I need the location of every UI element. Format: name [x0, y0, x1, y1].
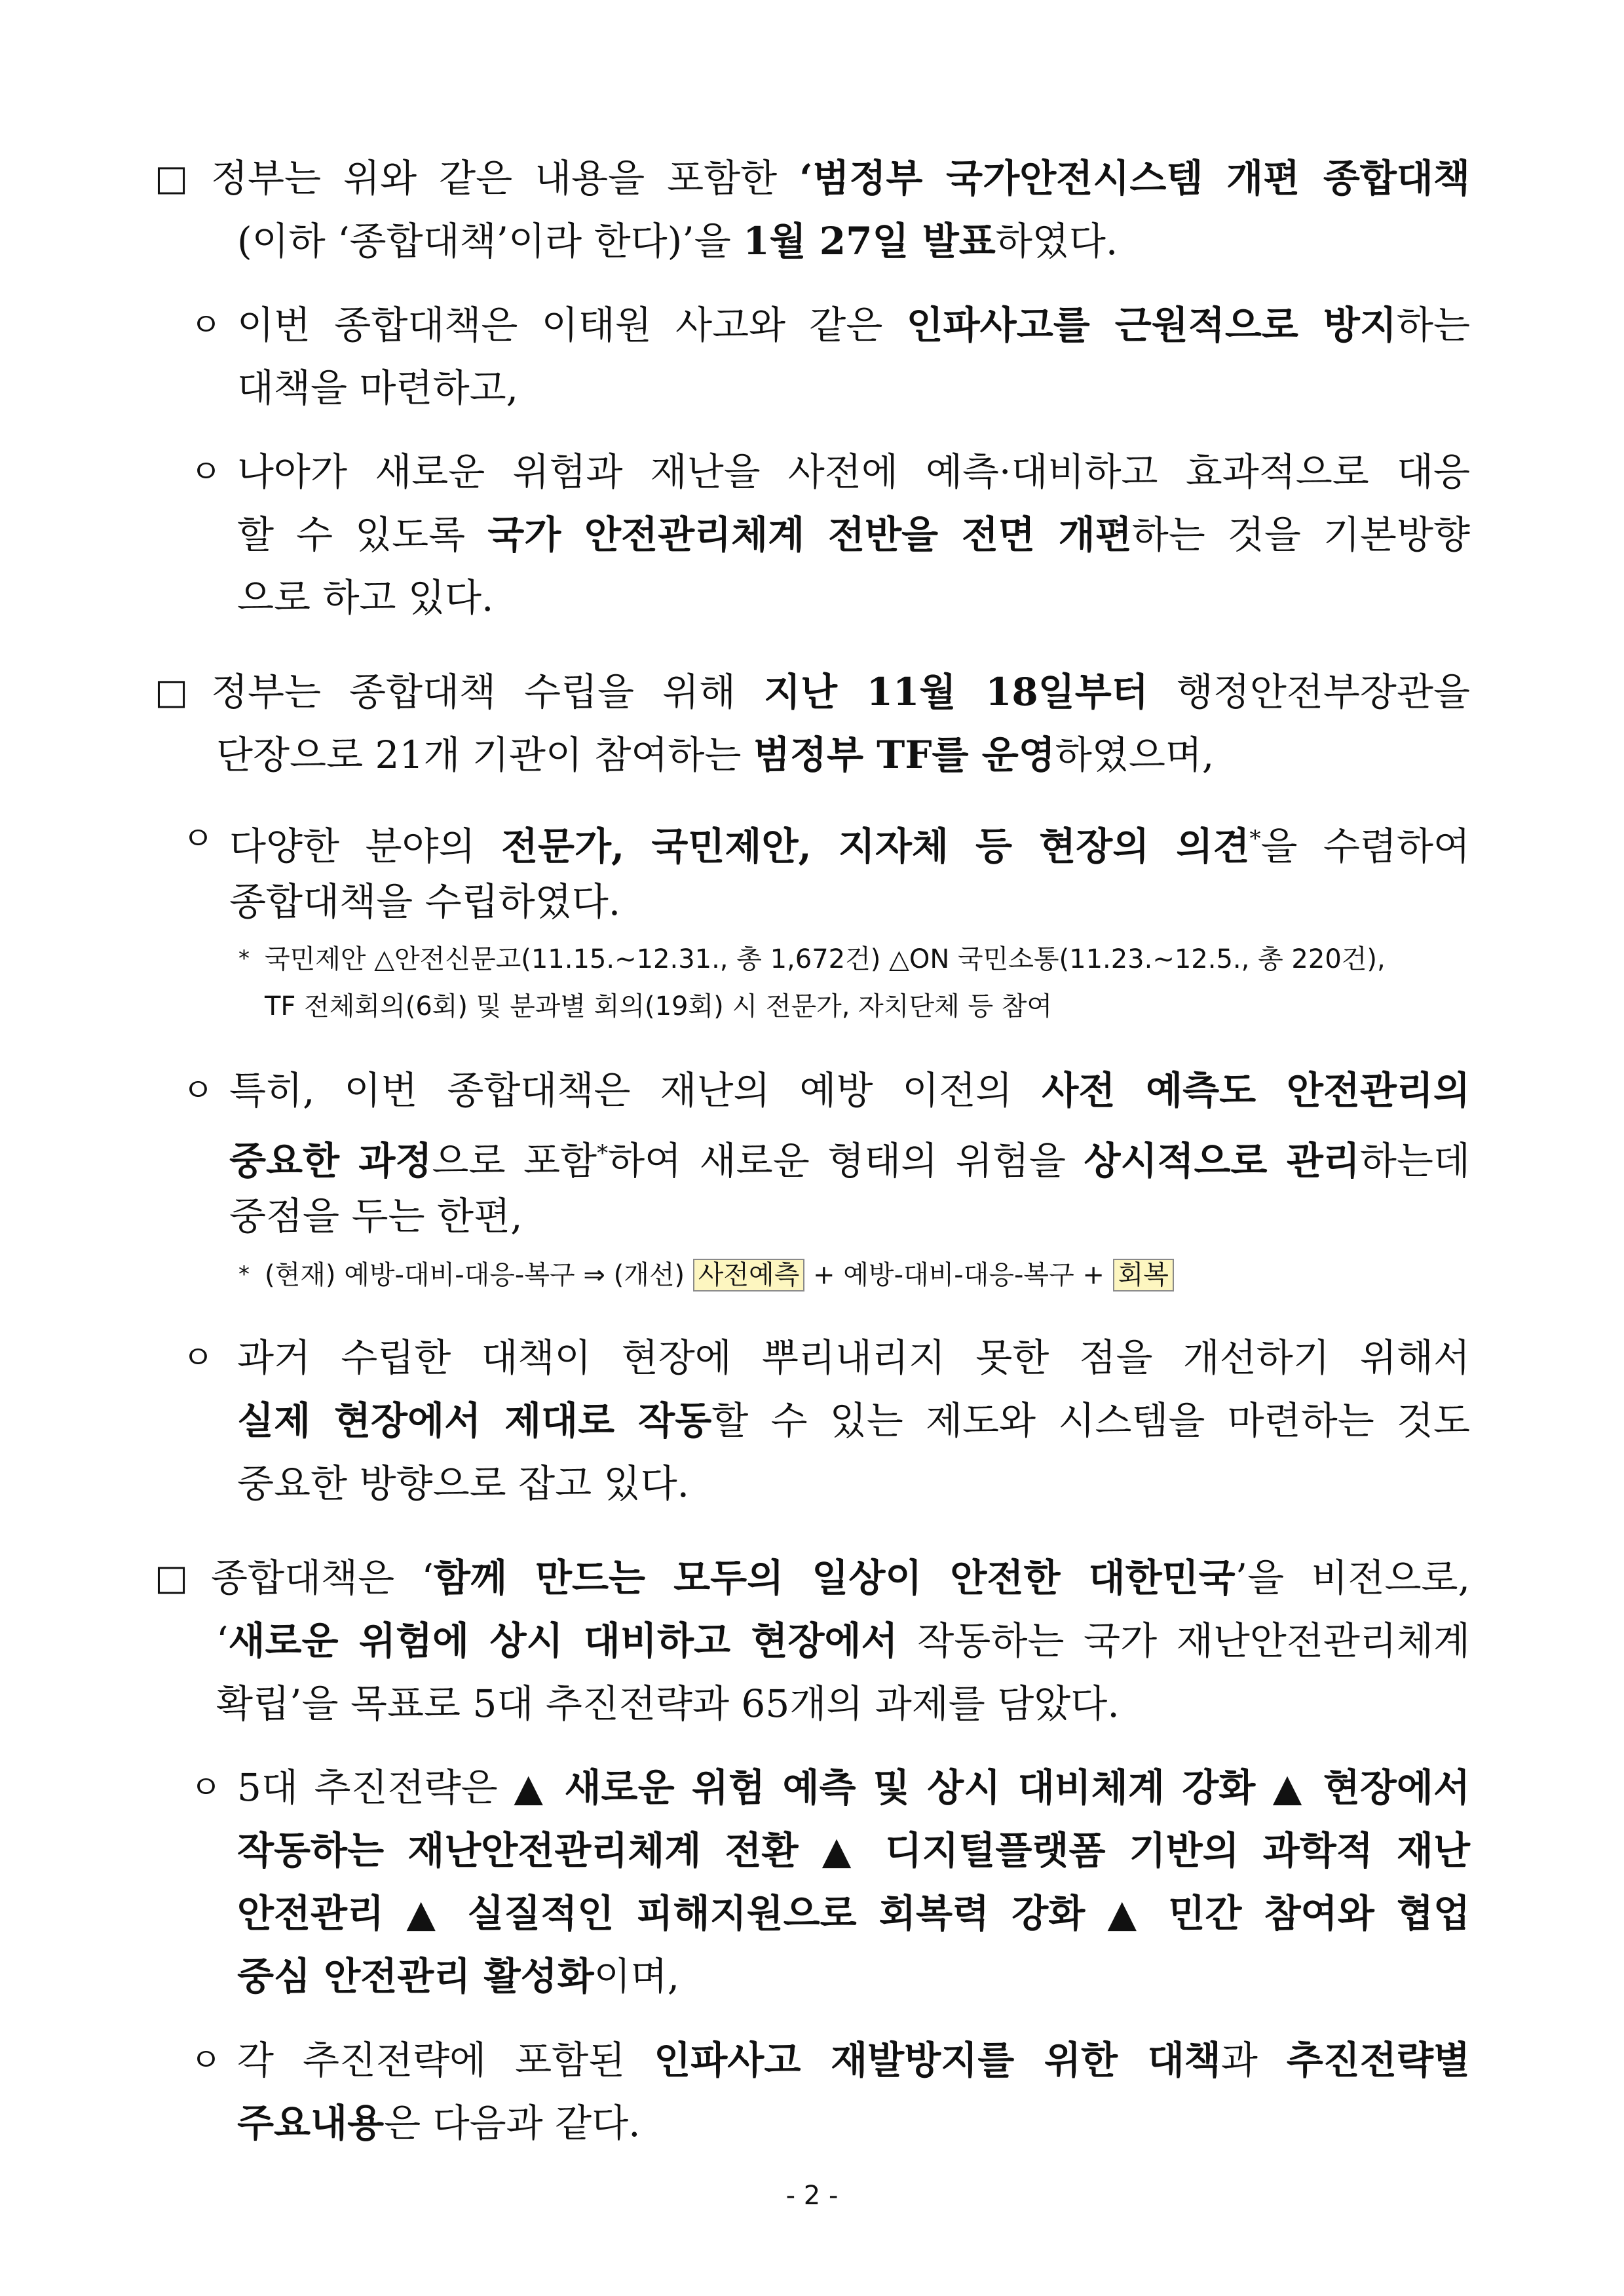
circle-bullet: ㅇ	[182, 1071, 214, 1109]
s1-paragraph-line1: 정부는 위와 같은 내용을 포함한 ‘범정부 국가안전시스템 개편 종합대책	[211, 156, 1470, 201]
s2-item2-line1: 특히, 이번 종합대책은 재난의 예방 이전의 사전 예측도 안전관리의	[229, 1068, 1470, 1113]
footnote-star: *	[238, 1261, 250, 1288]
s1-item1-line1: 이번 종합대책은 이태원 사고와 같은 인파사고를 근원적으로 방지하는	[237, 303, 1470, 347]
s2-footnote1-line2: TF 전체회의(6회) 및 분과별 회의(19회) 시 전문가, 자치단체 등 참여	[265, 991, 1053, 1022]
s2-footnote2: (현재) 예방-대비-대응-복구 ⇒ (개선) 사전예측 + 예방-대비-대응-복구 + 회복	[265, 1252, 1174, 1299]
s2-item1-line1: 다양한 분야의 전문가, 국민제안, 지자체 등 현장의 의견*을 수렴하여	[229, 824, 1471, 869]
s1-item2-line2: 할 수 있도록 국가 안전관리체계 전반을 전면 개편하는 것을 기본방향	[237, 512, 1470, 557]
page-number: - 2 -	[785, 2181, 839, 2211]
s3-item1-line4: 중심 안전관리 활성화이며,	[237, 1954, 680, 1999]
highlight-prediction: 사전예측	[693, 1259, 805, 1292]
s2-item1-line2: 종합대책을 수립하였다.	[229, 879, 621, 924]
highlight-recovery: 회복	[1113, 1259, 1174, 1292]
square-bullet: □	[155, 157, 189, 199]
square-bullet: □	[155, 1557, 189, 1598]
s3-item2-line2: 주요내용은 다음과 같다.	[237, 2101, 641, 2145]
circle-bullet: ㅇ	[182, 1339, 214, 1377]
s2-item3-line1: 과거 수립한 대책이 현장에 뿌리내리지 못한 점을 개선하기 위해서	[237, 1335, 1470, 1380]
circle-bullet: ㅇ	[190, 1769, 222, 1807]
s1-item2-line1: 나아가 새로운 위험과 재난을 사전에 예측·대비하고 효과적으로 대응	[237, 450, 1470, 494]
s1-item1-line2: 대책을 마련하고,	[237, 366, 519, 410]
circle-bullet: ㅇ	[190, 306, 222, 344]
s2-paragraph-line1: 정부는 종합대책 수립을 위해 지난 11월 18일부터 행정안전부장관을	[211, 670, 1471, 714]
footnote-star: *	[238, 946, 250, 972]
s3-item2-line1: 각 추진전략에 포함된 인파사고 재발방지를 위한 대책과 추진전략별	[237, 2038, 1471, 2082]
s2-footnote1-line1: 국민제안 △안전신문고(11.15.~12.31., 총 1,672건) △ON 국민소통(11.23.~12.5., 총 220건),	[265, 944, 1386, 974]
s3-item1-line1: 5대 추진전략은 ▲ 새로운 위험 예측 및 상시 대비체계 강화 ▲ 현장에서	[237, 1765, 1470, 1810]
s3-paragraph-line3: 확립’을 목표로 5대 추진전략과 65개의 과제를 담았다.	[216, 1681, 1120, 1726]
circle-bullet: ㅇ	[190, 2041, 222, 2079]
s2-item2-line2: 중요한 과정으로 포함*하여 새로운 형태의 위험을 상시적으로 관리하는데	[229, 1138, 1470, 1183]
s2-item3-line3: 중요한 방향으로 잡고 있다.	[237, 1461, 690, 1506]
s2-item3-line2: 실제 현장에서 제대로 작동할 수 있는 제도와 시스템을 마련하는 것도	[237, 1398, 1470, 1443]
circle-bullet: ㅇ	[182, 820, 214, 858]
s3-item1-line2: 작동하는 재난안전관리체계 전환 ▲ 디지털플랫폼 기반의 과학적 재난	[237, 1828, 1470, 1873]
s3-paragraph-line1: 종합대책은 ‘함께 만드는 모두의 일상이 안전한 대한민국’을 비전으로,	[211, 1556, 1471, 1600]
s2-item2-line3: 중점을 두는 한편,	[229, 1194, 523, 1238]
square-bullet: □	[155, 671, 189, 712]
s2-paragraph-line2: 단장으로 21개 기관이 참여하는 범정부 TF를 운영하였으며,	[216, 733, 1215, 777]
s3-paragraph-line2: ‘새로운 위험에 상시 대비하고 현장에서 작동하는 국가 재난안전관리체계	[216, 1618, 1470, 1663]
s1-paragraph-line2: (이하 ‘종합대책’이라 한다)’을 1월 27일 발표하였다.	[237, 219, 1118, 263]
circle-bullet: ㅇ	[190, 453, 222, 491]
s3-item1-line3: 안전관리 ▲ 실질적인 피해지원으로 회복력 강화 ▲ 민간 참여와 협업	[237, 1891, 1470, 1936]
s1-item2-line3: 으로 하고 있다.	[237, 575, 494, 620]
